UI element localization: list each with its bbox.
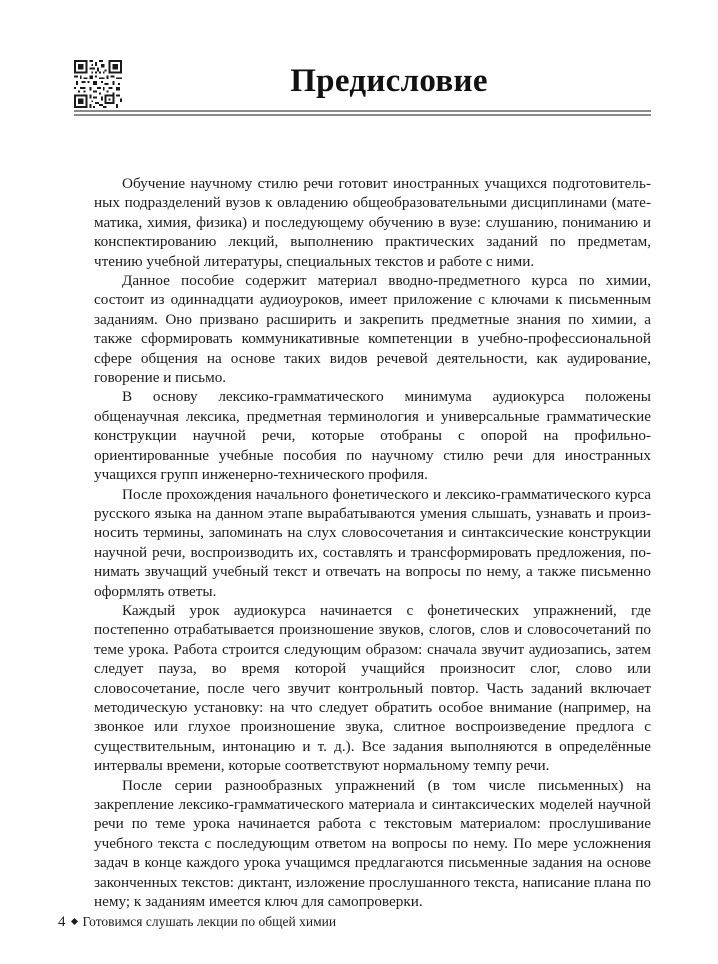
page-title: Предисловие (290, 63, 488, 99)
paragraph: После прохождения начального фонетического и лексико-грамматического курса русского языка на данном этапе вырабатываются умения слышать, узнавать и произносить термины, запоминать на слух словосочетания и синтаксические конструкции научной речи, воспроизводить их, составлять и трансформировать предложения, понимать звучащий учебный текст и отвечать на вопросы по нему, а также письменно оформлять ответы. (94, 485, 651, 600)
paragraph: В основу лексико-грамматического минимума аудиокурса положены общенаучная лексика, предметная терминология и универсальные грамматические конструкции научной речи, которые отобраны с опорой на профильно-ориентированные учебные пособия по научному стилю речи для иностранных учащихся групп инженерно-технического профиля. (94, 388, 651, 484)
diamond-icon (70, 918, 77, 925)
running-title: Готовимся слушать лекции по общей химии (82, 914, 337, 929)
preface-body (94, 174, 651, 911)
qr-code-icon (74, 60, 122, 108)
paragraph: После серии разнообразных упражнений (в том числе письменных) на закрепление лексико-грамматического материала и синтаксических моделей научной речи по теме урока начинается работа с текстовым материалом: прослушивание учебного текста с последующим ответом на вопросы по нему. По мере усложнения задач в конце каждого урока учащимся предлагаются письменные задания на основе законченных текстов: диктант, изложение прослушанного текста, написание плана по нему; к заданиям имеется ключ для самопроверки. (94, 776, 651, 911)
paragraph: Обучение научному стилю речи готовит иностранных учащихся подготовительных подразделений вузов к овладению общеобразовательными дисциплинами (математика, химия, физика) и последующему обучению в вузе: слушанию, пониманию и конспектированию лекций, выполнению практических заданий по предметам, чтению учебной литературы, специальных текстов и работе с ними. (94, 175, 651, 270)
page-footer (58, 914, 336, 931)
page-number: 4 (58, 914, 66, 930)
paragraph: Данное пособие содержит материал вводно-предметного курса по химии, состоит из одиннадцати аудиоуроков, имеет приложение с ключами к письменным заданиям. Оно призвано расширить и закрепить предметные знания по химии, а также сформировать коммуникативные компетенции в учебно-профессиональной сфере общения на основе таких видов речевой деятельности, как аудирование, говорение и письмо. (94, 272, 651, 387)
title-rule-bottom (74, 114, 651, 116)
title-rule-top (74, 110, 651, 112)
paragraph: Каждый урок аудиокурса начинается с фонетических упражнений, где постепенно отрабатывается произношение звуков, слогов, слов и словосочетаний по теме урока. Работа строится следующим образом: сначала звучит аудиозапись, затем следует пауза, во время которой учащийся произносит слог, слово или словосочетание, после чего звучит контрольный повтор. Часть заданий включает методическую установку: на что следует обратить особое внимание (например, на звонкое или глухое произношение звука, слитное воспроизведение предлога с существительным, интонацию и т. д.). Все задания выполняются в определённые интервалы времени, которые соответствуют нормальному темпу речи. (94, 601, 651, 775)
